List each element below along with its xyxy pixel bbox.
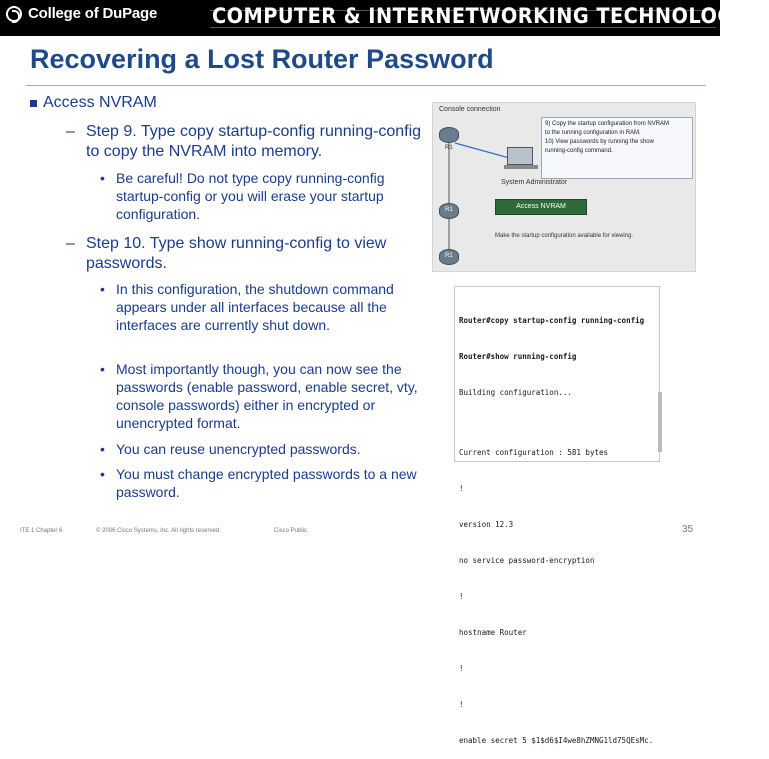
step10-sub-item — [100, 360, 430, 432]
callout-line: running-config command. — [545, 148, 613, 154]
terminal-line: Router#copy startup-config running-config — [459, 316, 645, 325]
dot-bullet-icon: • — [100, 361, 105, 377]
network-diagram — [432, 102, 696, 272]
bullet-level1-text: Access NVRAM — [43, 94, 157, 111]
console-connection-label: Console connection — [439, 106, 501, 113]
header-banner — [0, 0, 769, 36]
step10-sub-item — [100, 465, 430, 501]
step10-sub-text: You must change encrypted passwords to a new password. — [116, 466, 417, 500]
router-label: R1 — [445, 207, 453, 213]
step9-sub-item — [100, 169, 426, 223]
terminal-scrollbar[interactable] — [658, 392, 662, 452]
dash-bullet-icon: – — [66, 123, 75, 140]
terminal-line: version 12.3 — [459, 520, 514, 529]
dot-bullet-icon: • — [100, 170, 105, 186]
terminal-line: ! — [459, 592, 464, 601]
steps-callout — [541, 117, 693, 179]
step9-sub-text: Be careful! Do not type copy running-config startup-config or you will erase your startup configuration. — [116, 170, 385, 222]
college-name: College of DuPage — [28, 5, 158, 22]
step10-item — [66, 234, 426, 274]
router-terminal — [454, 286, 660, 745]
step9-text: Step 9. Type copy startup-config running-config to copy the NVRAM into memory. — [86, 123, 422, 160]
callout-line: 9) Copy the startup configuration from NVRAM — [545, 121, 670, 127]
dot-bullet-icon: • — [100, 281, 105, 297]
system-admin-label: System Administrator — [501, 179, 568, 186]
terminal-line: Current configuration : 581 bytes — [459, 448, 609, 457]
dot-bullet-icon: • — [100, 441, 105, 457]
terminal-line: hostname Router — [459, 628, 527, 637]
router-label: R1 — [445, 253, 453, 259]
router-icon — [439, 127, 459, 143]
terminal-line: Router#show running-config — [459, 352, 577, 361]
terminal-line: ! — [459, 700, 464, 709]
terminal-line: no service password-encryption — [459, 556, 595, 565]
console-cable-line — [455, 143, 513, 159]
step10-sub-text: Most importantly though, you can now see the passwords (enable password, enable secret, vty, console passwords) either in encrypted or unencrypted format. — [116, 361, 418, 431]
terminal-line: ! — [459, 484, 464, 493]
step9-item — [66, 122, 426, 162]
terminal-line: Building configuration... — [459, 388, 572, 397]
dash-bullet-icon: – — [66, 235, 75, 252]
diagram-note: Make the startup configuration available for viewing. — [495, 233, 634, 239]
college-logo-icon — [6, 6, 22, 22]
banner-title: COMPUTER & INTERNETWORKING TECHNOLOGIES — [212, 4, 769, 28]
square-bullet-icon — [30, 100, 37, 107]
step10-sub-text: In this configuration, the shutdown command appears under all interfaces because all the interfaces are currently shut down. — [116, 281, 394, 333]
bullet-level1 — [30, 94, 157, 112]
terminal-line: enable secret 5 $1$d6$I4we8hZMNG1ld75QEsMc. — [459, 736, 654, 745]
terminal-line: ! — [459, 664, 464, 673]
callout-line: 10) View passwords by running the show — [545, 139, 654, 145]
step10-text: Step 10. Type show running-config to view passwords. — [86, 235, 387, 272]
slide-title: Recovering a Lost Router Password — [30, 44, 494, 74]
title-divider — [26, 85, 706, 86]
college-logo — [6, 5, 157, 22]
access-nvram-button: Access NVRAM — [495, 199, 587, 215]
footer-course: ITE 1 Chapter 6 — [20, 528, 63, 534]
laptop-icon — [507, 147, 533, 165]
step10-sub-item — [100, 440, 430, 458]
dot-bullet-icon: • — [100, 466, 105, 482]
step10-sub-text: You can reuse unencrypted passwords. — [116, 441, 361, 457]
callout-line: to the running configuration in RAM. — [545, 130, 641, 136]
page-number: 35 — [682, 524, 694, 535]
footer-classification: Cisco Public — [274, 528, 308, 534]
footer-copyright: © 2006 Cisco Systems, Inc. All rights reserved. — [96, 528, 221, 534]
router-label: R1 — [445, 145, 453, 151]
step10-sub-item — [100, 280, 430, 334]
